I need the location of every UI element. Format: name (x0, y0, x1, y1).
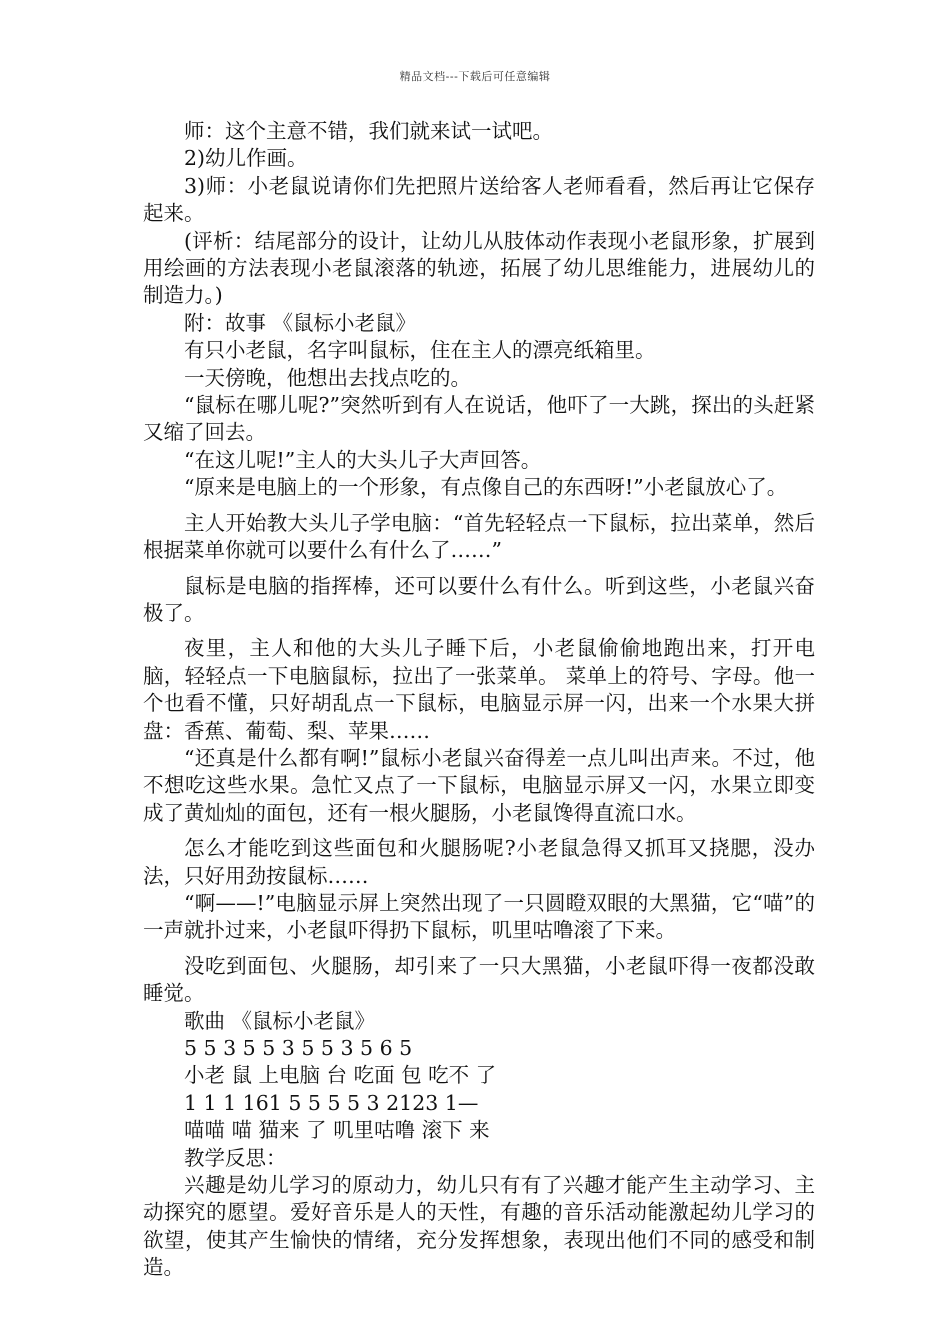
song-lyrics-line: 喵喵 喵 猫来 了 叽里咕噜 滚下 来 (184, 1118, 490, 1143)
paragraph-teacher-photo: 3)师：小老鼠说请你们先把照片送给客人老师看看，然后再让它保存起来。 (143, 173, 815, 226)
paragraph-evaluation: (评析：结尾部分的设计，让幼儿从肢体动作表现小老鼠形象，扩展到用绘画的方法表现小老鼠滚落的轨迹，拓展了幼儿思维能力，进展幼儿的制造力。) (143, 228, 815, 308)
story-title: 附：故事 《鼠标小老鼠》 (184, 310, 417, 335)
story-paragraph: 一天傍晚，他想出去找点吃的。 (184, 365, 471, 390)
story-paragraph: 没吃到面包、火腿肠，却引来了一只大黑猫，小老鼠吓得一夜都没敢睡觉。 (143, 953, 815, 1006)
song-lyrics-line: 小老 鼠 上电脑 台 吃面 包 吃不 了 (184, 1063, 497, 1088)
story-paragraph: “还真是什么都有啊!”鼠标小老鼠兴奋得差一点儿叫出声来。不过，他不想吃这些水果。急忙又点了一下鼠标，电脑显示屏又一闪，水果立即变成了黄灿灿的面包，还有一根火腿肠，小老鼠馋得直流口水。 (143, 745, 815, 825)
page-header: 精品文档---下载后可任意编辑 (399, 70, 551, 83)
paragraph-teacher-idea: 师：这个主意不错，我们就来试一试吧。 (184, 119, 553, 143)
story-paragraph: “原来是电脑上的一个形象，有点像自己的东西呀!”小老鼠放心了。 (184, 475, 788, 500)
story-paragraph: “在这儿呢!”主人的大头儿子大声回答。 (184, 447, 542, 472)
reflection-paragraph: 兴趣是幼儿学习的原动力，幼儿只有有了兴趣才能产生主动学习、主动探究的愿望。爱好音乐是人的天性，有趣的音乐活动能激起幼儿学习的欲望，使其产生愉快的情绪，充分发挥想象，表现出他们不同的感受和制造。 (143, 1173, 815, 1280)
story-paragraph: 夜里，主人和他的大头儿子睡下后，小老鼠偷偷地跑出来，打开电脑，轻轻点一下电脑鼠标，拉出了一张菜单。 菜单上的符号、字母。他一个也看不懂，只好胡乱点一下鼠标，电脑显示屏一闪，出来一个水果大拼盘：香蕉、葡萄、梨、苹果…… (143, 636, 815, 743)
reflection-heading: 教学反思： (184, 1145, 287, 1170)
document-body (143, 118, 815, 1282)
story-paragraph: 主人开始教大头儿子学电脑：“首先轻轻点一下鼠标，拉出菜单，然后根据菜单你就可以要什么有什么了……” (143, 510, 815, 563)
story-paragraph: 有只小老鼠，名字叫鼠标，住在主人的漂亮纸箱里。 (184, 338, 656, 363)
story-paragraph: “鼠标在哪儿呢?”突然听到有人在说话，他吓了一大跳，探出的头赶紧又缩了回去。 (143, 393, 815, 445)
song-title: 歌曲 《鼠标小老鼠》 (184, 1008, 376, 1033)
story-paragraph: 鼠标是电脑的指挥棒，还可以要什么有什么。听到这些，小老鼠兴奋极了。 (143, 573, 815, 625)
song-notation-line: 5 5 3 5 5 3 5 5 3 5 6 5 (184, 1036, 413, 1060)
story-paragraph: 怎么才能吃到这些面包和火腿肠呢?小老鼠急得又抓耳又挠腮，没办法，只好用劲按鼠标…… (143, 836, 815, 888)
song-notation-line: 1 1 1 161 5 5 5 5 3 2123 1— (184, 1090, 479, 1115)
paragraph-children-draw: 2)幼儿作画。 (184, 146, 308, 171)
story-paragraph: “啊——!”电脑显示屏上突然出现了一只圆瞪双眼的大黑猫，它“喵”的一声就扑过来，小老鼠吓得扔下鼠标，叽里咕噜滚了下来。 (143, 890, 815, 943)
